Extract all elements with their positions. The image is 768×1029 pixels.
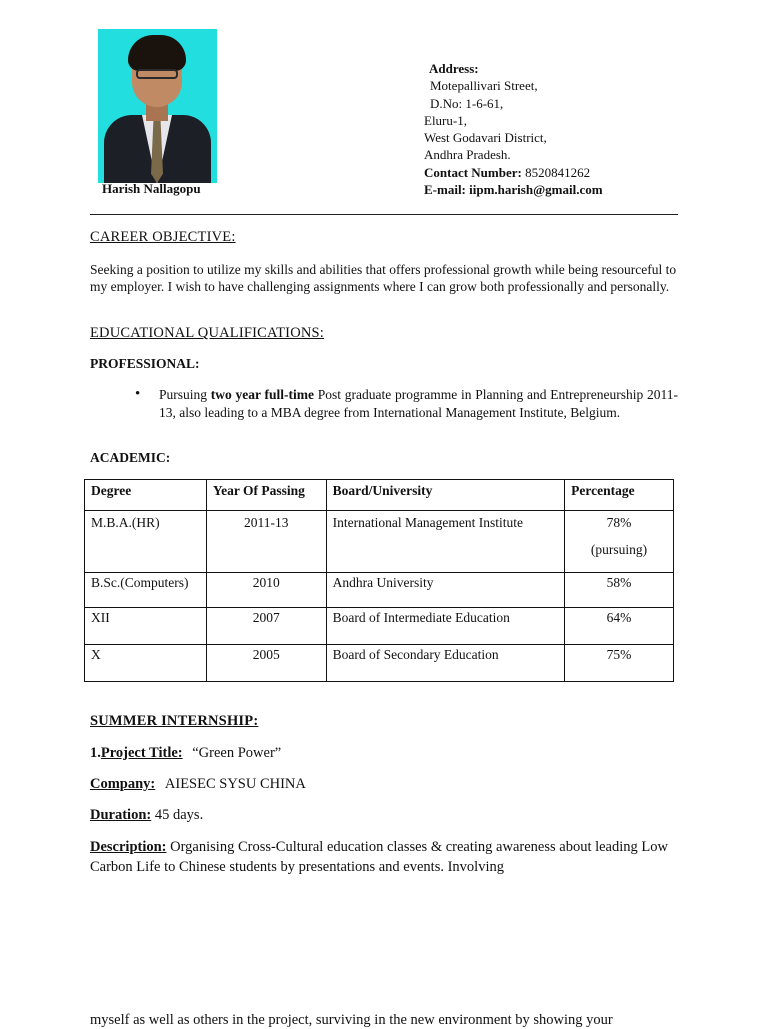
percentage-cell: 64%: [565, 608, 674, 645]
address-line: West Godavari District,: [424, 130, 547, 146]
career-objective-text: Seeking a position to utilize my skills and abilities that offers professional growth while being resourceful to my employer. I wish to have challenging assignments where I can grow both professionally and personally.: [90, 262, 677, 295]
percentage-cell: [565, 511, 674, 573]
professional-label: PROFESSIONAL:: [90, 356, 200, 371]
contact-value: 8520841262: [525, 164, 591, 180]
education-heading: EDUCATIONAL QUALIFICATIONS:: [90, 325, 325, 341]
professional-item-pre: Pursuing: [159, 387, 208, 402]
email-label: E-mail:: [424, 182, 466, 198]
year-cell: 2011-13: [206, 511, 326, 573]
academic-table: [84, 479, 674, 682]
year-cell: 2010: [206, 573, 326, 608]
professional-item-bold: two year full-time: [210, 387, 315, 402]
address-line: Andhra Pradesh.: [424, 147, 511, 163]
table-row: [85, 645, 674, 682]
degree-cell: X: [85, 645, 207, 682]
table-header-cell: Degree: [85, 480, 207, 511]
percentage-cell: 58%: [565, 573, 674, 608]
contact-label: Contact Number:: [424, 164, 522, 180]
address-block: [424, 60, 603, 198]
percentage-note: (pursuing): [590, 542, 648, 557]
professional-item-post: Post graduate programme in Planning and Entrepreneurship 2011-13, also leading to a MBA degree from International Management Institute, Belgium.: [159, 387, 678, 420]
year-cell: 2005: [206, 645, 326, 682]
email: [424, 181, 603, 198]
bullet-icon: •: [135, 386, 141, 402]
table-header-cell: Year Of Passing: [206, 480, 326, 511]
description-text: Organising Cross-Cultural education classes & creating awareness about leading Low Carbon Life to Chinese students by presentations and events. Involving: [90, 839, 668, 875]
table-header-cell: Percentage: [565, 480, 674, 511]
project-title-label: Project Title:: [100, 745, 183, 761]
project-title-value: “Green Power”: [192, 745, 282, 761]
degree-cell: M.B.A.(HR): [85, 511, 207, 573]
company-value: AIESEC SYSU CHINA: [164, 776, 306, 792]
academic-label: ACADEMIC:: [90, 450, 171, 465]
degree-cell: XII: [85, 608, 207, 645]
table-header-cell: Board/University: [326, 480, 565, 511]
duration-label: Duration:: [90, 807, 152, 823]
contact-number: [424, 164, 603, 181]
address-line: Motepallivari Street,: [430, 78, 538, 94]
table-row: [85, 608, 674, 645]
profile-photo: [98, 29, 217, 183]
percentage-value: 78%: [606, 515, 632, 530]
board-cell: International Management Institute: [326, 511, 565, 573]
description-label: Description:: [90, 839, 167, 855]
description-block: [90, 838, 690, 877]
duration-row: [90, 807, 203, 824]
address-line: Eluru-1,: [424, 112, 467, 128]
project-number: 1.: [90, 745, 101, 761]
photo-hair: [128, 35, 186, 71]
email-value: iipm.harish@gmail.com: [469, 182, 603, 198]
company-row: [90, 776, 306, 793]
board-cell: Board of Secondary Education: [326, 645, 565, 682]
project-title-row: [90, 745, 281, 762]
year-cell: 2007: [206, 608, 326, 645]
photo-glasses: [136, 69, 178, 79]
header-divider: [90, 214, 678, 215]
address-label: Address:: [429, 61, 479, 76]
board-cell: Andhra University: [326, 573, 565, 608]
table-row: [85, 573, 674, 608]
professional-item: [159, 386, 678, 421]
table-header-row: [85, 480, 674, 511]
duration-value: 45 days.: [154, 807, 204, 823]
internship-heading: SUMMER INTERNSHIP:: [90, 713, 259, 729]
address-line: D.No: 1-6-61,: [430, 95, 504, 111]
company-label: Company:: [90, 776, 156, 792]
candidate-name: Harish Nallagopu: [102, 181, 201, 196]
description-continuation: myself as well as others in the project, surviving in the new environment by showing your: [90, 1012, 613, 1028]
board-cell: Board of Intermediate Education: [326, 608, 565, 645]
career-objective-heading: CAREER OBJECTIVE:: [90, 229, 236, 245]
table-row: [85, 511, 674, 573]
percentage-cell: 75%: [565, 645, 674, 682]
degree-cell: B.Sc.(Computers): [85, 573, 207, 608]
